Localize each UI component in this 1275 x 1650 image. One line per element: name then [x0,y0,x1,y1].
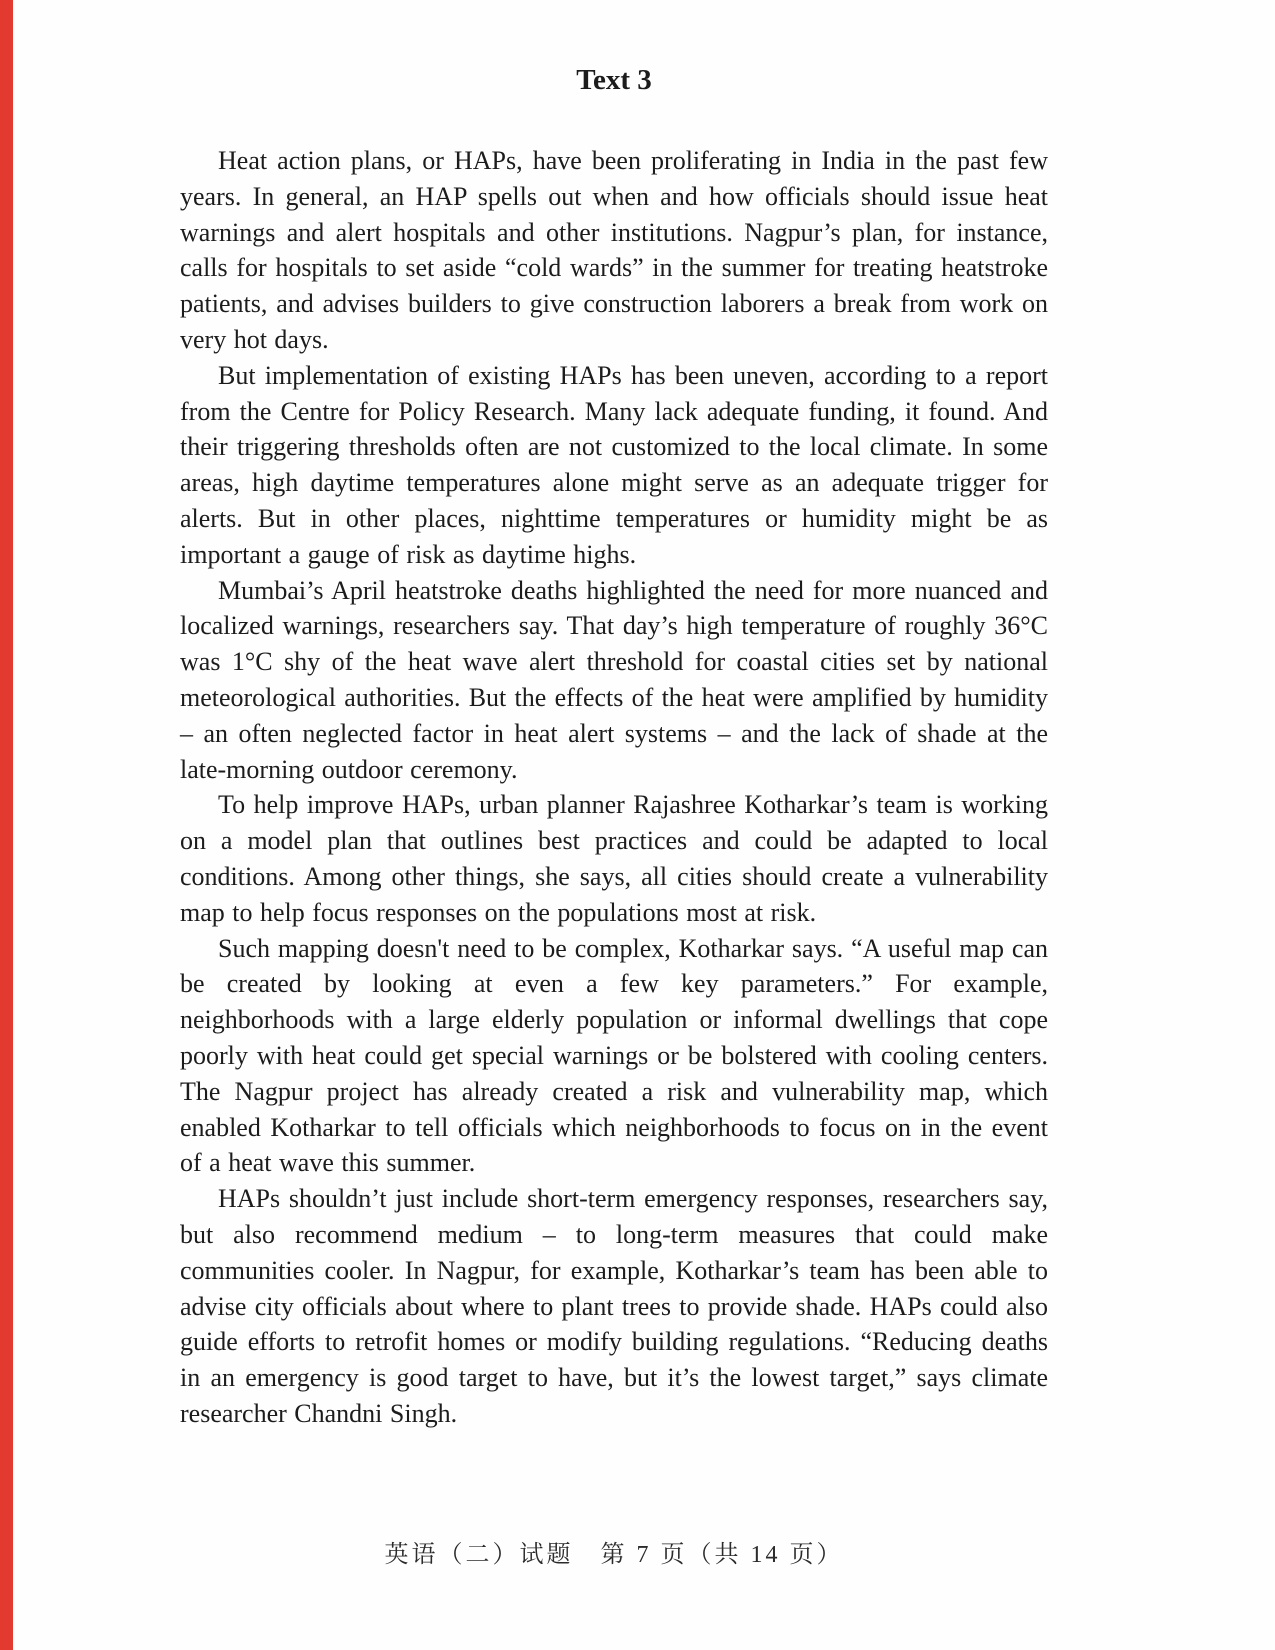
paragraph-5: Such mapping doesn't need to be complex, Kotharkar says. “A useful map can be created by looking at even a few key parameters.” For example, neighborhoods with a large elderly population or informal dwellings that cope poorly with heat could get special warnings or be bolstered with cooling centers. The Nagpur project has already created a risk and vulnerability map, which enabled Kotharkar to tell officials which neighborhoods to focus on in the event of a heat wave this summer. [180,933,1048,1178]
section-title: Text 3 [576,64,652,96]
paragraph-6: HAPs shouldn’t just include short-term emergency responses, researchers say, but also recommend medium – to long-term measures that could make communities cooler. In Nagpur, for example, Kotharkar’s team has been able to advise city officials about where to plant trees to provide shade. HAPs could also guide efforts to retrofit homes or modify building regulations. “Reducing deaths in an emergency is good target to have, but it’s the lowest target,” says climate researcher Chandni Singh. [180,1184,1048,1428]
scan-edge-red-strip [0,0,13,1650]
text-block [180,62,1048,1432]
paragraph-4: To help improve HAPs, urban planner Rajashree Kotharkar’s team is working on a model plan that outlines best practices and could be adapted to local conditions. Among other things, she says, all cities should create a vulnerability map to help focus responses on the populations most at risk. [180,790,1048,927]
paragraph-1: Heat action plans, or HAPs, have been proliferating in India in the past few years. In general, an HAP spells out when and how officials should issue heat warnings and alert hospitals and other institutions. Nagpur’s plan, for instance, calls for hospitals to set aside “cold wards” in the summer for treating heatstroke patients, and advises builders to give construction laborers a break from work on very hot days. [180,146,1048,354]
paragraph-3: Mumbai’s April heatstroke deaths highlighted the need for more nuanced and localized warnings, researchers say. That day’s high temperature of roughly 36°C was 1°C shy of the heat wave alert threshold for coastal cities set by national meteorological authorities. But the effects of the heat were amplified by humidity – an often neglected factor in heat alert systems – and the lack of shade at the late-morning outdoor ceremony. [180,575,1048,784]
page-footer: 英语（二）试题 第 7 页（共 14 页） [384,1542,844,1568]
paragraph-2: But implementation of existing HAPs has been uneven, according to a report from the Centre for Policy Research. Many lack adequate funding, it found. And their triggering thresholds often are not customized to the local climate. In some areas, high daytime temperatures alone might serve as an adequate trigger for alerts. But in other places, nighttime temperatures or humidity might be as important a gauge of risk as daytime highs. [180,360,1048,569]
